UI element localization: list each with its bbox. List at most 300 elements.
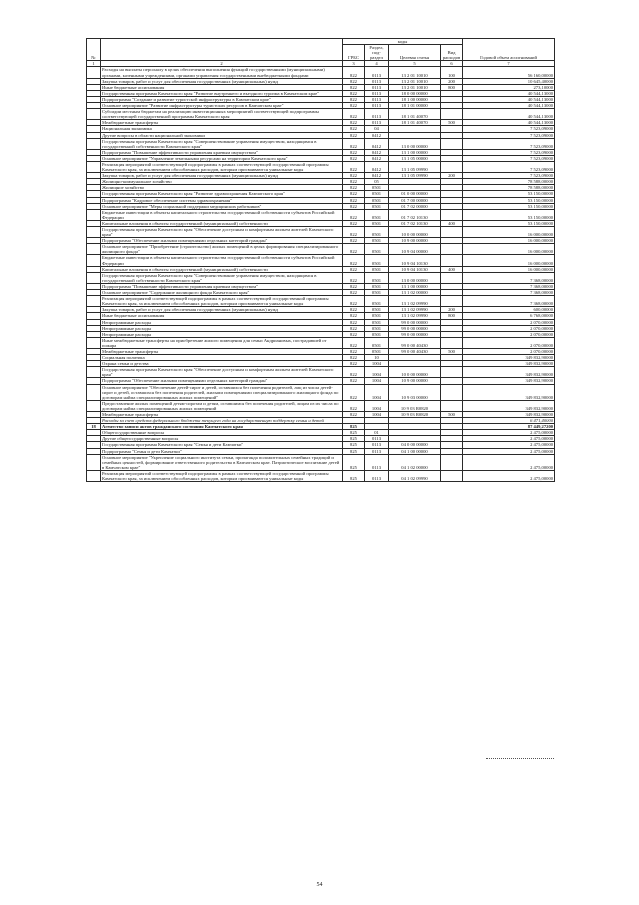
row-razdel: 05 bbox=[365, 179, 389, 185]
index-cell: 1 bbox=[87, 61, 101, 67]
row-expense-type: 800 bbox=[441, 313, 463, 319]
row-number bbox=[87, 255, 101, 266]
row-grbs: 822 bbox=[343, 227, 365, 238]
row-name: Основное мероприятие "Содержание жилищного фонда Камчатского края" bbox=[101, 290, 343, 296]
row-amount: 56 160,00000 bbox=[463, 67, 555, 78]
row-expense-type: 500 bbox=[441, 348, 463, 354]
row-expense-type bbox=[441, 209, 463, 220]
row-amount: 7 523,09000 bbox=[463, 155, 555, 161]
row-amount: 7 523,09000 bbox=[463, 161, 555, 172]
row-name: Основное мероприятие "Управление земельными ресурсами на территории Камчатского края" bbox=[101, 155, 343, 161]
row-target-article: 18 1 01 00000 bbox=[389, 103, 441, 109]
row-name: Реализация мероприятий соответствующей подпрограммы в рамках соответствующей государственной программы Камчатского края, за исключением обособленных расходов, которым присваиваются уникальные коды bbox=[101, 161, 343, 172]
row-grbs: 825 bbox=[343, 436, 365, 442]
index-cell: 2 bbox=[101, 61, 343, 67]
row-razdel: 1004 bbox=[365, 412, 389, 418]
row-name: Основное мероприятие "Развитие инфраструктуры туристских ресурсов в Камчатском крае" bbox=[101, 103, 343, 109]
row-razdel: 0501 bbox=[365, 331, 389, 337]
row-amount: 349 832,90000 bbox=[463, 384, 555, 400]
row-razdel: 1004 bbox=[365, 367, 389, 378]
row-expense-type bbox=[441, 255, 463, 266]
row-name: Расходы за счет средств федерального бюджета текущего года на государственную поддержку семьи и детей bbox=[101, 418, 343, 424]
scan-artifact-line bbox=[486, 758, 554, 759]
row-name: Иные бюджетные ассигнования bbox=[101, 84, 343, 90]
row-razdel: 0412 bbox=[365, 138, 389, 149]
row-amount: 349 832,90000 bbox=[463, 378, 555, 384]
row-grbs: 825 bbox=[343, 424, 365, 430]
row-name: Непрограммные расходы bbox=[101, 325, 343, 331]
row-razdel: 0501 bbox=[365, 313, 389, 319]
row-razdel: 0501 bbox=[365, 319, 389, 325]
row-grbs: 822 bbox=[343, 149, 365, 155]
row-target-article: 18 1 00 00000 bbox=[389, 96, 441, 102]
row-grbs: 822 bbox=[343, 155, 365, 161]
row-amount: 349 832,90000 bbox=[463, 412, 555, 418]
table-row bbox=[87, 384, 555, 400]
row-grbs: 822 bbox=[343, 266, 365, 272]
row-target-article: 13 1 05 09990 bbox=[389, 173, 441, 179]
row-razdel: 0501 bbox=[365, 290, 389, 296]
row-grbs: 822 bbox=[343, 367, 365, 378]
row-razdel: 0501 bbox=[365, 283, 389, 289]
row-expense-type bbox=[441, 138, 463, 149]
row-target-article: 01 7 00 00000 bbox=[389, 197, 441, 203]
row-expense-type bbox=[441, 337, 463, 348]
row-target-article: 10 9 00 00000 bbox=[389, 378, 441, 384]
row-razdel: 0113 bbox=[365, 454, 389, 470]
row-target-article: 13 1 02 09990 bbox=[389, 307, 441, 313]
row-name: Агентство записи актов гражданского состояния Камчатского края bbox=[101, 424, 343, 430]
row-grbs: 822 bbox=[343, 313, 365, 319]
row-razdel: 0113 bbox=[365, 442, 389, 448]
row-name: Межбюджетные трансферты bbox=[101, 120, 343, 126]
row-target-article: 10 9 04 10130 bbox=[389, 266, 441, 272]
row-grbs: 822 bbox=[343, 161, 365, 172]
row-amount: 7 368,00000 bbox=[463, 283, 555, 289]
row-number: 18 bbox=[87, 424, 101, 430]
row-name: Капитальные вложения в объекты государственной (муниципальной) собственности bbox=[101, 266, 343, 272]
row-grbs: 822 bbox=[343, 84, 365, 90]
row-name: Подпрограмма "Создание и развитие туристской инфраструктуры в Камчатском крае" bbox=[101, 96, 343, 102]
row-razdel: 0113 bbox=[365, 448, 389, 454]
row-name: Государственная программа Камчатского края "Развитие внутреннего и въездного туризма в Камчатском крае" bbox=[101, 90, 343, 96]
row-target-article: 99 0 00 00000 bbox=[389, 325, 441, 331]
row-expense-type bbox=[441, 109, 463, 120]
row-target-article: 13 1 02 00000 bbox=[389, 290, 441, 296]
row-grbs: 822 bbox=[343, 67, 365, 78]
row-razdel: 0113 bbox=[365, 109, 389, 120]
row-target-article: 10 9 03 R0820 bbox=[389, 412, 441, 418]
row-target-article: 01 7 02 10130 bbox=[389, 209, 441, 220]
row-name: Предоставление жилых помещений детям-сиротам и детям, оставшимся без попечения родителей, лицам из их числа по договорам найма специализированных жилых помещений bbox=[101, 400, 343, 411]
row-grbs: 825 bbox=[343, 448, 365, 454]
index-cell: 7 bbox=[463, 61, 555, 67]
row-expense-type bbox=[441, 296, 463, 307]
header-cs: Целевая статья bbox=[389, 45, 441, 61]
row-amount: 7 523,09000 bbox=[463, 149, 555, 155]
row-name: Жилищное хозяйство bbox=[101, 185, 343, 191]
row-expense-type bbox=[441, 384, 463, 400]
row-grbs: 822 bbox=[343, 290, 365, 296]
row-grbs: 822 bbox=[343, 138, 365, 149]
row-name: Национальная экономика bbox=[101, 126, 343, 132]
row-razdel: 0113 bbox=[365, 103, 389, 109]
row-name: Закупка товаров, работ и услуг для обеспечения государственных (муниципальных) нужд bbox=[101, 307, 343, 313]
row-number bbox=[87, 67, 101, 78]
row-amount: 2 475,00000 bbox=[463, 436, 555, 442]
row-number bbox=[87, 161, 101, 172]
row-expense-type: 100 bbox=[441, 67, 463, 78]
row-grbs: 822 bbox=[343, 296, 365, 307]
row-target-article: 10 9 04 00000 bbox=[389, 244, 441, 255]
row-name: Жилищно-коммунальное хозяйство bbox=[101, 179, 343, 185]
budget-table-body bbox=[87, 39, 555, 482]
row-razdel: 0501 bbox=[365, 238, 389, 244]
row-number bbox=[87, 337, 101, 348]
table-row bbox=[87, 67, 555, 78]
row-razdel: 1004 bbox=[365, 400, 389, 411]
table-row bbox=[87, 209, 555, 220]
row-grbs: 822 bbox=[343, 355, 365, 361]
row-amount: 600,00000 bbox=[463, 307, 555, 313]
row-grbs: 822 bbox=[343, 109, 365, 120]
row-name: Государственная программа Камчатского края "Обеспечение доступным и комфортным жильем жителей Камчатского края" bbox=[101, 367, 343, 378]
row-number bbox=[87, 367, 101, 378]
row-expense-type: 500 bbox=[441, 120, 463, 126]
row-expense-type: 200 bbox=[441, 78, 463, 84]
row-grbs: 822 bbox=[343, 220, 365, 226]
row-name: Закупка товаров, работ и услуг для обеспечения государственных (муниципальных) нужд bbox=[101, 78, 343, 84]
row-razdel: 0501 bbox=[365, 337, 389, 348]
row-razdel: 0501 bbox=[365, 185, 389, 191]
row-razdel: 0113 bbox=[365, 78, 389, 84]
row-expense-type bbox=[441, 161, 463, 172]
row-amount: 53 150,00000 bbox=[463, 209, 555, 220]
row-grbs: 822 bbox=[343, 378, 365, 384]
row-expense-type bbox=[441, 272, 463, 283]
row-grbs: 822 bbox=[343, 400, 365, 411]
row-grbs: 822 bbox=[343, 307, 365, 313]
row-razdel: 0113 bbox=[365, 436, 389, 442]
row-razdel: 0501 bbox=[365, 296, 389, 307]
row-target-article: 13 0 00 00000 bbox=[389, 138, 441, 149]
row-target-article: 13 0 00 00000 bbox=[389, 272, 441, 283]
row-target-article: 04 1 02 09990 bbox=[389, 470, 441, 481]
row-name: Охрана семьи и детства bbox=[101, 361, 343, 367]
row-target-article: 13 1 00 00000 bbox=[389, 149, 441, 155]
budget-table bbox=[86, 38, 555, 482]
row-target-article: 13 1 05 00000 bbox=[389, 155, 441, 161]
row-number bbox=[87, 227, 101, 238]
row-target-article: 10 0 00 00000 bbox=[389, 227, 441, 238]
row-target-article: 18 1 01 40070 bbox=[389, 120, 441, 126]
row-target-article: 01 7 02 00000 bbox=[389, 203, 441, 209]
row-amount: 2 475,00000 bbox=[463, 470, 555, 481]
row-target-article: 99 0 00 40430 bbox=[389, 337, 441, 348]
row-amount: 40 544,13000 bbox=[463, 96, 555, 102]
row-target-article: 99 0 00 40430 bbox=[389, 348, 441, 354]
table-row bbox=[87, 454, 555, 470]
row-grbs: 822 bbox=[343, 90, 365, 96]
row-amount: 7 523,09000 bbox=[463, 173, 555, 179]
row-name: Государственная программа Камчатского края "Совершенствование управления имуществом, находящимся в государственной собственности Камчатского края" bbox=[101, 138, 343, 149]
row-grbs: 822 bbox=[343, 244, 365, 255]
row-amount: 349 832,90000 bbox=[463, 400, 555, 411]
row-razdel: 0113 bbox=[365, 96, 389, 102]
row-name: Субсидии местным бюджетам на реализацию инвестиционных мероприятий соответствующей подпрограммы соответствующей государственной программы Камчатского края bbox=[101, 109, 343, 120]
row-number bbox=[87, 272, 101, 283]
table-row bbox=[87, 400, 555, 411]
row-razdel: 0113 bbox=[365, 470, 389, 481]
row-amount: 2 070,00000 bbox=[463, 337, 555, 348]
row-grbs: 822 bbox=[343, 325, 365, 331]
page-number: 54 bbox=[316, 882, 323, 888]
row-expense-type bbox=[441, 227, 463, 238]
row-grbs: 822 bbox=[343, 197, 365, 203]
row-target-article: 18 0 00 00000 bbox=[389, 90, 441, 96]
row-razdel: 0412 bbox=[365, 149, 389, 155]
row-amount: 78 588,00000 bbox=[463, 185, 555, 191]
row-name: Основное мероприятие "Приобретение (строительство) жилых помещений в целях формирования специализированного жилищного фонда" bbox=[101, 244, 343, 255]
table-row bbox=[87, 109, 555, 120]
row-grbs: 822 bbox=[343, 126, 365, 132]
row-razdel: 0501 bbox=[365, 266, 389, 272]
row-amount: 349 832,90000 bbox=[463, 361, 555, 367]
row-amount: 2 070,00000 bbox=[463, 325, 555, 331]
header-sum: Годовой объем ассигнований bbox=[463, 39, 555, 61]
row-expense-type bbox=[441, 454, 463, 470]
row-razdel: 1004 bbox=[365, 361, 389, 367]
row-target-article: 04 0 00 00000 bbox=[389, 442, 441, 448]
row-razdel: 1004 bbox=[365, 384, 389, 400]
row-name: Расходы на выплаты персоналу в целях обеспечения выполнения функций государственными (муниципальными) органами, казенными учреждениями, органами управления государственными внебюджетными фондами bbox=[101, 67, 343, 78]
budget-document bbox=[86, 38, 554, 482]
row-name: Основное мероприятие "Обеспечение детей-сирот и детей, оставшихся без попечения родителей, лиц из числа детей-сирот и детей, оставшихся без попечения родителей, жилыми помещениями специализированного жилищного фонда по договорам найма специализированных жилых помещений" bbox=[101, 384, 343, 400]
row-grbs: 822 bbox=[343, 191, 365, 197]
row-amount: 16 000,00000 bbox=[463, 244, 555, 255]
row-razdel: 0412 bbox=[365, 161, 389, 172]
row-amount: 7 523,09000 bbox=[463, 126, 555, 132]
row-amount: 16 000,00000 bbox=[463, 238, 555, 244]
row-name: Государственная программа Камчатского края "Обеспечение доступным и комфортным жильем жителей Камчатского края" bbox=[101, 227, 343, 238]
row-grbs: 825 bbox=[343, 454, 365, 470]
row-amount: 40 544,13000 bbox=[463, 109, 555, 120]
row-razdel: 0501 bbox=[365, 191, 389, 197]
row-grbs: 825 bbox=[343, 430, 365, 436]
row-razdel: 0501 bbox=[365, 325, 389, 331]
row-razdel: 0501 bbox=[365, 209, 389, 220]
row-razdel: 0501 bbox=[365, 244, 389, 255]
row-grbs: 822 bbox=[343, 78, 365, 84]
row-number bbox=[87, 400, 101, 411]
row-target-article: 10 9 03 R0820 bbox=[389, 400, 441, 411]
row-name: Бюджетные инвестиции в объекты капитального строительства государственной собственности субъектов Российской Федерации bbox=[101, 209, 343, 220]
row-amount: 2 070,00000 bbox=[463, 331, 555, 337]
row-name: Реализация мероприятий соответствующей подпрограммы в рамках соответствующей государственной программы Камчатского края, за исключением обособленных расходов, которым присваиваются уникальные коды bbox=[101, 470, 343, 481]
row-name: Основное мероприятие "Укрепление социального института семьи, пропаганда положительных семейных традиций и семейных ценностей, формирование ответственного родительства в Камчатском крае. Патриотическое воспитание детей в Камчатском крае" bbox=[101, 454, 343, 470]
index-cell: 5 bbox=[389, 61, 441, 67]
row-amount: 7 368,00000 bbox=[463, 290, 555, 296]
row-amount: 2 475,00000 bbox=[463, 442, 555, 448]
row-amount: 16 000,00000 bbox=[463, 266, 555, 272]
row-name: Иные межбюджетные трансферты на приобретение жилого помещения для семьи Андриановых, пострадавшей от пожара bbox=[101, 337, 343, 348]
row-amount: 2 070,00000 bbox=[463, 348, 555, 354]
row-amount: 16 000,00000 bbox=[463, 227, 555, 238]
row-target-article: 13 2 01 10010 bbox=[389, 67, 441, 78]
row-name: Бюджетные инвестиции в объекты капитального строительства государственной собственности субъектов Российской Федерации bbox=[101, 255, 343, 266]
row-razdel: 0501 bbox=[365, 307, 389, 313]
row-target-article: 04 1 00 00000 bbox=[389, 448, 441, 454]
row-razdel: 01 bbox=[365, 430, 389, 436]
row-name: Иные бюджетные ассигнования bbox=[101, 313, 343, 319]
row-grbs: 822 bbox=[343, 255, 365, 266]
row-target-article: 18 1 01 40070 bbox=[389, 109, 441, 120]
row-number bbox=[87, 109, 101, 120]
row-name: Подпрограмма "Обеспечение жилыми помещениями отдельных категорий граждан" bbox=[101, 378, 343, 384]
row-name: Реализация мероприятий соответствующей подпрограммы в рамках соответствующей государственной программы Камчатского края, за исключением обособленных расходов, которым присваиваются уникальные коды bbox=[101, 296, 343, 307]
row-expense-type bbox=[441, 244, 463, 255]
row-amount: 53 150,00000 bbox=[463, 191, 555, 197]
row-razdel: 0501 bbox=[365, 348, 389, 354]
row-expense-type bbox=[441, 400, 463, 411]
row-number bbox=[87, 244, 101, 255]
table-row bbox=[87, 138, 555, 149]
row-razdel: 0501 bbox=[365, 227, 389, 238]
row-amount: 2 475,00000 bbox=[463, 448, 555, 454]
row-grbs: 822 bbox=[343, 319, 365, 325]
table-row bbox=[87, 296, 555, 307]
table-row bbox=[87, 337, 555, 348]
row-grbs: 822 bbox=[343, 132, 365, 138]
row-grbs: 822 bbox=[343, 238, 365, 244]
header-name bbox=[101, 39, 343, 61]
row-grbs: 822 bbox=[343, 96, 365, 102]
row-razdel: 0501 bbox=[365, 220, 389, 226]
row-number bbox=[87, 296, 101, 307]
row-target-article: 99 0 00 00000 bbox=[389, 331, 441, 337]
row-amount: 40 544,13000 bbox=[463, 120, 555, 126]
row-grbs: 822 bbox=[343, 283, 365, 289]
row-grbs: 822 bbox=[343, 185, 365, 191]
table-row bbox=[87, 367, 555, 378]
row-amount: 7 368,00000 bbox=[463, 272, 555, 283]
row-number bbox=[87, 470, 101, 481]
row-amount: 2 475,00000 bbox=[463, 454, 555, 470]
row-expense-type bbox=[441, 470, 463, 481]
row-expense-type: 200 bbox=[441, 307, 463, 313]
row-target-article: 10 9 04 10130 bbox=[389, 255, 441, 266]
row-target-article: 10 0 00 00000 bbox=[389, 367, 441, 378]
row-grbs: 825 bbox=[343, 470, 365, 481]
row-expense-type: 500 bbox=[441, 412, 463, 418]
row-name: Государственная программа Камчатского края "Семья и дети Камчатки" bbox=[101, 442, 343, 448]
row-target-article: 10 9 00 00000 bbox=[389, 238, 441, 244]
row-name: Другие общегосударственные вопросы bbox=[101, 436, 343, 442]
row-name: Подпрограмма "Обеспечение жилыми помещениями отдельных категорий граждан" bbox=[101, 238, 343, 244]
row-amount: 53 150,00000 bbox=[463, 203, 555, 209]
table-row bbox=[87, 161, 555, 172]
row-name: Общегосударственные вопросы bbox=[101, 430, 343, 436]
row-grbs: 825 bbox=[343, 442, 365, 448]
row-grbs: 822 bbox=[343, 272, 365, 283]
row-amount: 7 368,00000 bbox=[463, 296, 555, 307]
row-amount: 273,10000 bbox=[463, 84, 555, 90]
row-razdel: 1004 bbox=[365, 378, 389, 384]
row-amount: 6 768,00000 bbox=[463, 313, 555, 319]
row-expense-type: 400 bbox=[441, 220, 463, 226]
row-expense-type: 800 bbox=[441, 84, 463, 90]
header-razdel: Раздел, под- раздел bbox=[365, 45, 389, 61]
table-row bbox=[87, 244, 555, 255]
row-target-article: 01 7 02 10130 bbox=[389, 220, 441, 226]
row-expense-type: 200 bbox=[441, 173, 463, 179]
row-amount: 7 523,09000 bbox=[463, 138, 555, 149]
row-razdel: 0113 bbox=[365, 120, 389, 126]
row-name: Социальная политика bbox=[101, 355, 343, 361]
header-num: № bbox=[87, 39, 101, 61]
table-row bbox=[87, 227, 555, 238]
row-razdel: 10 bbox=[365, 355, 389, 361]
row-amount: 6 471,40000 bbox=[463, 418, 555, 424]
row-number bbox=[87, 209, 101, 220]
row-amount: 349 832,90000 bbox=[463, 367, 555, 378]
header-vr: Вид расходов bbox=[441, 45, 463, 61]
row-target-article: 13 2 01 10010 bbox=[389, 84, 441, 90]
header-grbs: ГРБС bbox=[343, 45, 365, 61]
row-name: Государственная программа Камчатского края "Совершенствование управления имуществом, находящимся в государственной собственности Камчатского края" bbox=[101, 272, 343, 283]
row-name: Межбюджетные трансферты bbox=[101, 412, 343, 418]
row-target-article: 13 1 02 09990 bbox=[389, 296, 441, 307]
row-razdel: 0501 bbox=[365, 203, 389, 209]
row-grbs: 822 bbox=[343, 120, 365, 126]
row-name: Подпрограмма "Повышение эффективности управления краевым имуществом" bbox=[101, 149, 343, 155]
table-row bbox=[87, 470, 555, 481]
row-grbs: 822 bbox=[343, 173, 365, 179]
row-razdel: 0412 bbox=[365, 155, 389, 161]
row-amount: 10 645,40000 bbox=[463, 78, 555, 84]
table-row bbox=[87, 255, 555, 266]
index-cell: 6 bbox=[441, 61, 463, 67]
row-razdel: 0412 bbox=[365, 132, 389, 138]
row-grbs: 822 bbox=[343, 337, 365, 348]
row-expense-type: 400 bbox=[441, 266, 463, 272]
row-grbs: 822 bbox=[343, 348, 365, 354]
table-row bbox=[87, 272, 555, 283]
header-codes: коды bbox=[343, 39, 463, 45]
row-name: Подпрограмма "Повышение эффективности управления краевым имуществом" bbox=[101, 283, 343, 289]
row-grbs: 822 bbox=[343, 179, 365, 185]
row-target-article: 10 9 03 00000 bbox=[389, 384, 441, 400]
row-name: Подпрограмма "Кадровое обеспечение системы здравоохранения" bbox=[101, 197, 343, 203]
row-razdel: 0113 bbox=[365, 84, 389, 90]
row-amount: 349 832,90000 bbox=[463, 355, 555, 361]
row-name: Подпрограмма "Семья и дети Камчатки" bbox=[101, 448, 343, 454]
row-amount: 40 544,13000 bbox=[463, 90, 555, 96]
row-razdel: 04 bbox=[365, 126, 389, 132]
row-name: Основное мероприятие "Меры социальной поддержки медицинских работников" bbox=[101, 203, 343, 209]
row-target-article: 01 0 00 00000 bbox=[389, 191, 441, 197]
row-name: Непрограммные расходы bbox=[101, 331, 343, 337]
row-grbs: 822 bbox=[343, 203, 365, 209]
row-amount: 2 070,00000 bbox=[463, 319, 555, 325]
index-cell: 4 bbox=[365, 61, 389, 67]
row-grbs: 822 bbox=[343, 103, 365, 109]
row-name: Непрограммные расходы bbox=[101, 319, 343, 325]
header-row-top bbox=[87, 39, 555, 45]
row-razdel: 0501 bbox=[365, 272, 389, 283]
row-amount: 7 523,09000 bbox=[463, 132, 555, 138]
row-amount: 78 588,00000 bbox=[463, 179, 555, 185]
